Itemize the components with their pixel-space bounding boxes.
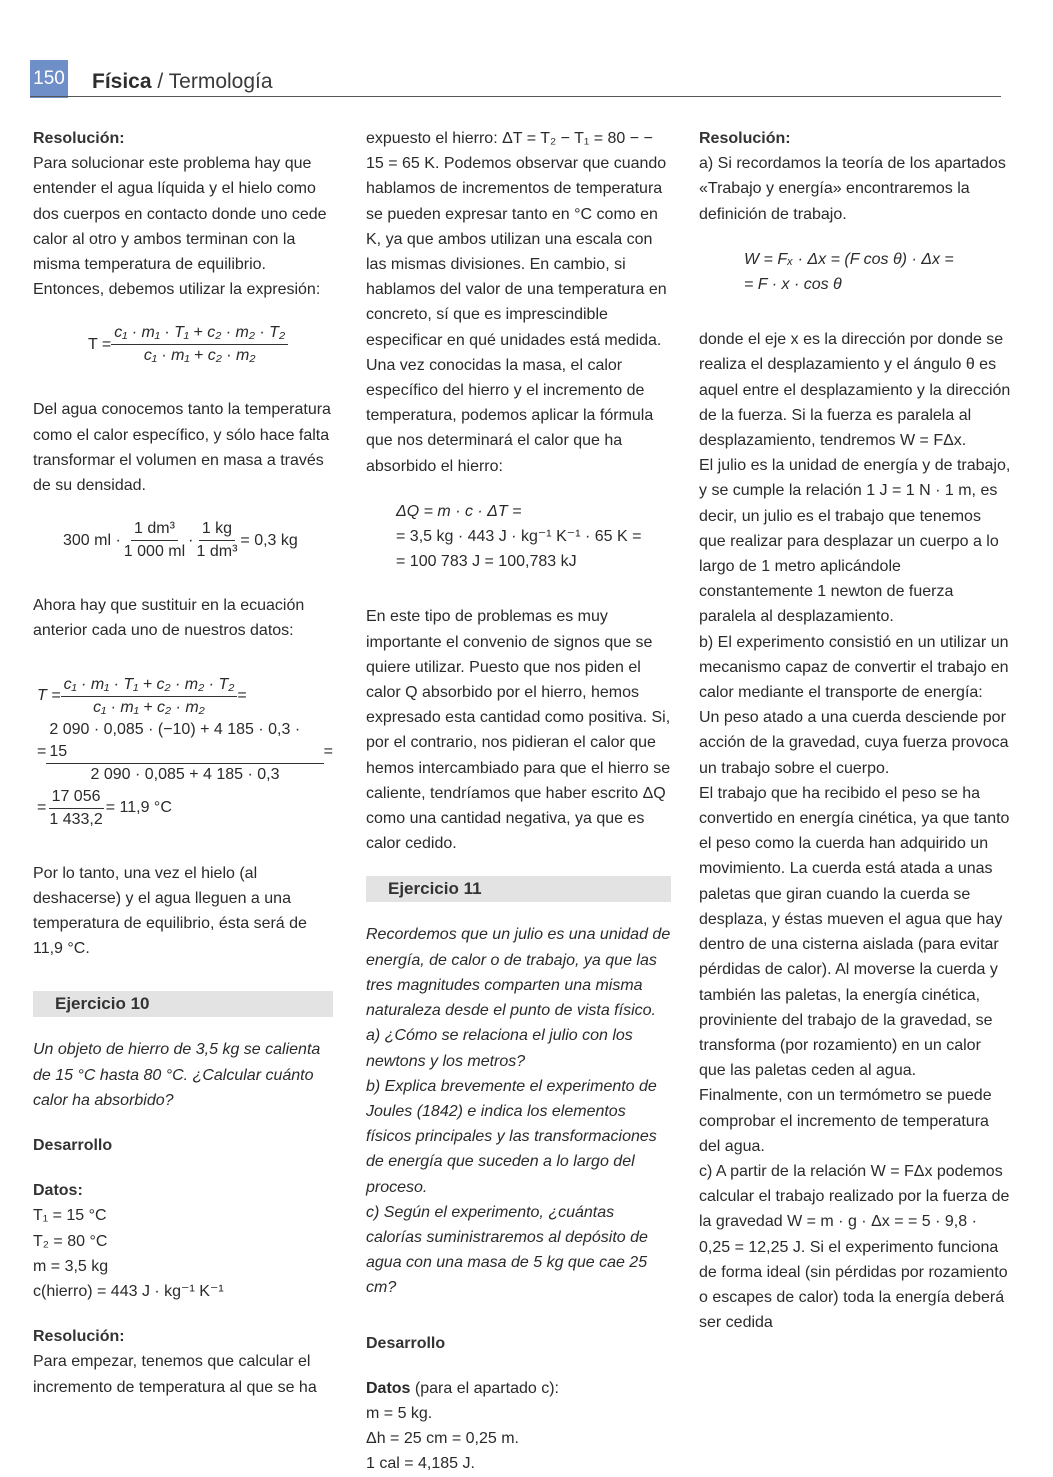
- formula-substitution-3: [37, 786, 333, 831]
- fraction: [121, 518, 188, 563]
- formula-term: 300 ml ·: [63, 531, 121, 549]
- fraction-numerator: 17 056: [49, 786, 104, 809]
- paragraph: donde el eje x es la dirección por donde se realiza el desplazamiento y el ángulo θ es aquel entre el desplazamiento y la dirección de la fuerza. Si la fuerza es paralela al desplazamiento, tendremos W = FΔx.: [699, 331, 1011, 450]
- desarrollo-heading: Desarrollo: [366, 1334, 446, 1352]
- fraction-numerator: c₁ · m₁ · T₁ + c₂ · m₂ · T₂: [61, 674, 238, 697]
- paragraph: En este tipo de problemas es muy importante el convenio de signos que se quiere utilizar. Puesto que nos piden el calor Q absorbido por el hierro, hemos expresado esta cantidad como positiva. Si, por el contrario, nos pidieran el calor que hemos intercambiado para que el hierro se caliente, tendríamos que haber escrito ΔQ como una cantidad negativa, ya que es calor cedido.: [366, 608, 671, 853]
- resolucion-heading: Resolución:: [33, 130, 125, 147]
- paragraph: El julio es la unidad de energía y de trabajo, y se cumple la relación 1 J = 1 N · 1 m, es decir, un julio es el trabajo que tenemos que realizar para desplazar un cuerpo a lo largo de 1 metro aplicándole constantemente 1 newton de fuerza paralela al desplazamiento.: [699, 457, 1011, 626]
- paragraph: Del agua conocemos tanto la temperatura como el calor específico, y sólo hace falta transformar el volumen en masa a través de su densidad.: [33, 401, 331, 495]
- paragraph: expuesto el hierro: ΔT = T₂ − T₁ = 80 − − 15 = 65 K. Podemos observar que cuando hablamos de incrementos de temperatura se pueden expresar tanto en °C como en K, ya que ambos utilizan una escala con las mismas divisiones. En cambio, si hablamos del valor de una temperatura en concreto, sí que es imprescindible especificar en qué unidades está medida. Una vez conocidas la masa, el calor específico del hierro y el incremento de temperatura, podemos aplicar la fórmula que nos determinará el calor que ha absorbido el hierro:: [366, 130, 667, 475]
- datos-heading: Datos:: [33, 1182, 83, 1200]
- fraction-denominator: 2 090 · 0,085 + 4 185 · 0,3: [90, 765, 280, 783]
- column-3: [699, 126, 1011, 1335]
- formula-line: = 100 783 J = 100,783 kJ: [396, 553, 577, 571]
- exercise-11-statement: Recordemos que un julio es una unidad de energía, de calor o de trabajo, ya que las tres magnitudes comparten una misma naturaleza desde el punto de vista físico.: [366, 926, 671, 1020]
- paragraph-b: b) El experimento consistió en un utilizar un mecanismo capaz de convertir el trabajo en calor mediante el transporte de energía:: [699, 633, 1009, 702]
- desarrollo-heading: Desarrollo: [33, 1137, 113, 1155]
- fraction-denominator: c₁ · m₁ + c₂ · m₂: [143, 347, 256, 365]
- datos-line: [366, 1376, 671, 1401]
- paragraph-c: c) A partir de la relación W = FΔx podemos calcular el trabajo realizado por la fuerza de la gravedad W = m · g · Δx = = 5 · 9,8 · 0,25 = 12,25 J. Si el experimento funciona de forma ideal (sin pérdidas por rozamiento o escapes de calor) toda la energía deberá ser cedida: [699, 1162, 1010, 1332]
- exercise-11-question-a: a) ¿Cómo se relaciona el julio con los newtons y los metros?: [366, 1027, 633, 1070]
- fraction: [46, 786, 105, 831]
- formula-line: W = Fₓ · Δx = (F cos θ) · Δx =: [744, 250, 954, 268]
- paragraph: Ahora hay que sustituir en la ecuación anterior cada uno de nuestros datos:: [33, 597, 305, 640]
- column-2: [366, 126, 671, 1477]
- paragraph: Por lo tanto, una vez el hielo (al deshacerse) y el agua lleguen a una temperatura de equilibrio, ésta será de 11,9 °C.: [33, 864, 307, 958]
- formula-line: = 3,5 kg · 443 J · kg⁻¹ K⁻¹ · 65 K =: [396, 528, 642, 546]
- fraction-numerator: 1 kg: [199, 518, 235, 541]
- fraction-denominator: 1 dm³: [196, 543, 238, 561]
- fraction-numerator: 2 090 · 0,085 · (−10) + 4 185 · 0,3 · 15: [46, 719, 323, 764]
- paragraph: Finalmente, con un termómetro se puede comprobar el incremento de temperatura del agua.: [699, 1087, 992, 1155]
- data-item: Δh = 25 cm = 0,25 m.: [366, 1430, 519, 1448]
- paragraph: El trabajo que ha recibido el peso se ha convertido en energía cinética, ya que tanto el peso como la cuerda han adquirido un movimiento. La cuerda está atada a unas paletas que giran cuando la cuerda se desplaza, y éstas mueven el agua que hay dentro de una cisterna aislada (para evitar pérdidas de calor). Al moverse la cuerda y también las paletas, la energía cinética, proviniente del trabajo de la gravedad, se transforma (por rozamiento) en un calor que las paletas ceden al agua.: [699, 784, 1010, 1080]
- formula-line: = F · x · cos θ: [744, 276, 842, 294]
- fraction: [111, 322, 288, 367]
- fraction: [61, 674, 238, 719]
- formula-lhs: =: [37, 799, 47, 817]
- datos-note: (para el apartado c):: [410, 1379, 559, 1397]
- fraction-numerator: 1 dm³: [131, 518, 178, 541]
- formula-work: [699, 247, 1011, 297]
- data-item: T₂ = 80 °C: [33, 1232, 108, 1250]
- formula-substitution-1: [37, 674, 333, 719]
- fraction-denominator: 1 433,2: [49, 810, 103, 828]
- resolucion-heading: Resolución:: [33, 1328, 125, 1346]
- column-1: [33, 126, 333, 1400]
- header-topic: Termología: [168, 70, 273, 93]
- fraction-denominator: 1 000 ml: [123, 543, 186, 561]
- formula-lhs: T =: [88, 335, 112, 353]
- page-number: 150: [30, 60, 68, 98]
- exercise-11-question-b: b) Explica brevemente el experimento de Joules (1842) e indica los elementos físicos principales y las transformaciones de energía que suceden a lo largo del proceso.: [366, 1077, 657, 1196]
- data-item: m = 5 kg.: [366, 1404, 433, 1422]
- header-subject: Física: [92, 70, 152, 93]
- paragraph-a: a) Si recordamos la teoría de los apartados «Trabajo y energía» encontraremos la definición de trabajo.: [699, 155, 1006, 223]
- header-title: [92, 70, 273, 94]
- formula-heat: [366, 499, 671, 575]
- paragraph: Un peso atado a una cuerda desciende por acción de la gravedad, cuya fuerza provoca un trabajo sobre el cuerpo.: [699, 709, 1009, 777]
- header-separator: /: [151, 70, 169, 93]
- formula-lhs: =: [37, 743, 47, 761]
- formula-equilibrium-temperature: [33, 322, 333, 367]
- fraction: [194, 518, 241, 563]
- data-item: m = 3,5 kg: [33, 1257, 109, 1275]
- exercise-11-title: Ejercicio 11: [366, 876, 671, 902]
- data-item: 1 cal = 4,185 J.: [366, 1455, 475, 1473]
- formula-equals: =: [323, 743, 333, 761]
- formula-mass-conversion: 300 ml · $\frac{\text{1 dm³}}{1 000 ml}$ · $\frac{1 kg}{\text{1 dm³}}$ = 0,3 kg: [33, 518, 333, 563]
- datos-heading: Datos: [366, 1379, 411, 1397]
- paragraph: Para solucionar este problema hay que entender el agua líquida y el hielo como dos cuerpos en contacto donde uno cede calor al otro y ambos terminan con la misma temperatura de equilibrio. Entonces, debemos utilizar la expresión:: [33, 155, 327, 299]
- formula-equals: =: [237, 687, 247, 705]
- exercise-10-title: Ejercicio 10: [33, 991, 333, 1017]
- data-item: T₁ = 15 °C: [33, 1207, 107, 1225]
- data-item: c(hierro) = 443 J · kg⁻¹ K⁻¹: [33, 1283, 224, 1301]
- formula-substitution-2: [37, 719, 333, 786]
- resolucion-heading: Resolución:: [699, 130, 791, 147]
- fraction: [46, 719, 323, 786]
- page-header: [0, 0, 1053, 110]
- fraction-numerator: c₁ · m₁ · T₁ + c₂ · m₂ · T₂: [111, 322, 288, 345]
- header-rule: [30, 96, 1001, 97]
- formula-line: ΔQ = m · c · ΔT =: [396, 502, 522, 520]
- exercise-10-statement: Un objeto de hierro de 3,5 kg se calienta de 15 °C hasta 80 °C. ¿Calcular cuánto calor ha absorbido?: [33, 1041, 321, 1109]
- paragraph: Para empezar, tenemos que calcular el incremento de temperatura al que se ha: [33, 1353, 317, 1396]
- exercise-11-question-c: c) Según el experimento, ¿cuántas calorías suministraremos al depósito de agua con una masa de 5 kg que cae 25 cm?: [366, 1203, 648, 1297]
- formula-result: = 11,9 °C: [105, 799, 172, 817]
- formula-result: = 0,3 kg: [240, 531, 298, 549]
- fraction-denominator: c₁ · m₁ + c₂ · m₂: [93, 698, 205, 716]
- formula-lhs: T =: [37, 687, 61, 705]
